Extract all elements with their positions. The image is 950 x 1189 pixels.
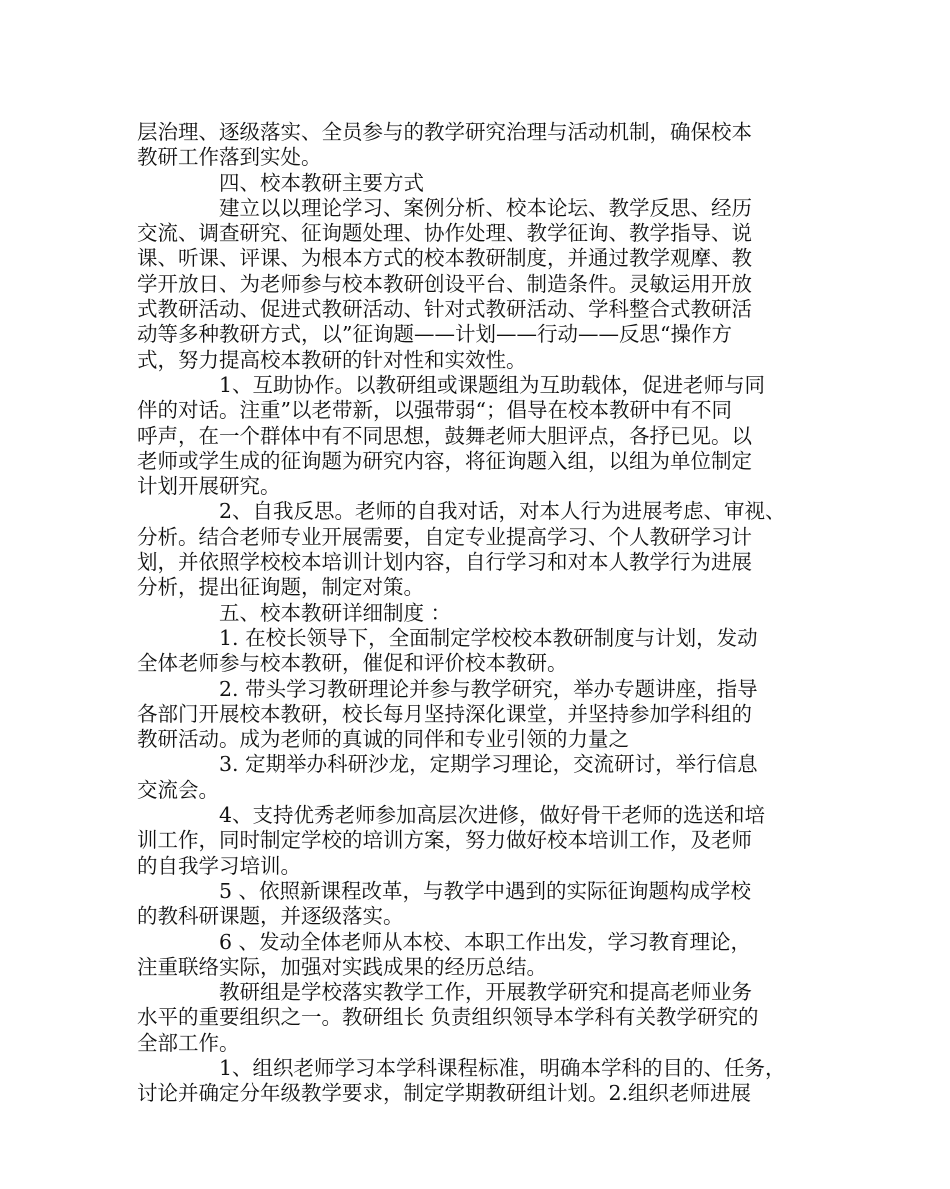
- document-body: [137, 120, 817, 1107]
- text-line: 划，并依照学校校本培训计划内容，自行学习和对本人教学行为进展: [137, 550, 752, 575]
- text-line: 1. 在校长领导下，全面制定学校校本教研制度与计划，发动: [219, 625, 758, 650]
- text-line: 1、组织老师学习本学科课程标准，明确本学科的目的、任务，: [219, 1055, 786, 1080]
- text-line: 四、校本教研主要方式: [219, 170, 424, 195]
- text-line: 层治理、逐级落实、全员参与的教学研究治理与活动机制，确保校本: [137, 120, 752, 144]
- text-line: 动等多种教研方式，以”征询题——计划——行动——反思“操作方: [137, 322, 732, 347]
- text-line: 教研工作落到实处。: [137, 145, 322, 170]
- text-line: 讨论并确定分年级教学要求，制定学期教研组计划。2.组织老师进展: [137, 1081, 752, 1106]
- text-line: 呼声，在一个群体中有不同思想，鼓舞老师大胆评点，各抒已见。以: [137, 423, 752, 448]
- text-line: 的自我学习培训。: [137, 853, 301, 878]
- text-line: 4、支持优秀老师参加高层次进修，做好骨干老师的选送和培: [219, 803, 766, 828]
- text-line: 分析，提出征询题，制定对策。: [137, 575, 424, 600]
- text-line: 注重联络实际，加强对实践成果的经历总结。: [137, 954, 547, 979]
- text-line: 老师或学生成的征询题为研究内容，将征询题入组，以组为单位制定: [137, 448, 752, 473]
- text-line: 交流会。: [137, 777, 219, 802]
- text-line: 建立以以理论学习、案例分析、校本论坛、教学反思、经历: [219, 195, 752, 220]
- text-line: 学开放日、为老师参与校本教研创设平台、制造条件。灵敏运用开放: [137, 271, 752, 296]
- text-line: 3. 定期举办科研沙龙，定期学习理论，交流研讨，举行信息: [219, 752, 758, 777]
- document-page: [137, 120, 817, 1107]
- text-line: 式教研活动、促进式教研活动、针对式教研活动、学科整合式教研活: [137, 297, 752, 322]
- text-line: 计划开展研究。: [137, 474, 281, 499]
- text-line: 伴的对话。注重”以老带新，以强带弱“；倡导在校本教研中有不同: [137, 398, 732, 423]
- text-line: 2、自我反思。老师的自我对话，对本人行为进展考虑、审视、: [219, 499, 786, 524]
- text-line: 交流、调查研究、征询题处理、协作处理、教学征询、教学指导、说: [137, 221, 752, 246]
- text-line: 五、校本教研详细制度 ：: [219, 600, 452, 625]
- text-line: 全体老师参与校本教研，催促和评价校本教研。: [137, 651, 568, 676]
- text-line: 水平的重要组织之一。教研组长 负责组织领导本学科有关教学研究的: [137, 1005, 759, 1030]
- text-line: 各部门开展校本教研，校长每月坚持深化课堂，并坚持参加学科组的: [137, 701, 752, 726]
- text-line: 2. 带头学习教研理论并参与教学研究，举办专题讲座，指导: [219, 676, 758, 701]
- text-line: 教研组是学校落实教学工作，开展教学研究和提高老师业务: [219, 980, 752, 1005]
- text-line: 6 、发动全体老师从本校、本职工作出发，学习教育理论，: [219, 929, 752, 954]
- text-line: 5 、依照新课程改革，与教学中遇到的实际征询题构成学校: [219, 878, 752, 903]
- text-line: 式，努力提高校本教研的针对性和实效性。: [137, 347, 527, 372]
- text-line: 训工作，同时制定学校的培训方案，努力做好校本培训工作，及老师: [137, 828, 752, 853]
- text-line: 全部工作。: [137, 1030, 240, 1055]
- text-line: 1、互助协作。以教研组或课题组为互助载体，促进老师与同: [219, 372, 766, 397]
- text-line: 的教科研课题，并逐级落实。: [137, 904, 404, 929]
- text-line: 课、听课、评课、为根本方式的校本教研制度，并通过教学观摩、教: [137, 246, 752, 271]
- text-line: 分析。结合老师专业开展需要，自定专业提高学习、个人教研学习计: [137, 524, 752, 549]
- text-line: 教研活动。成为老师的真诚的同伴和专业引领的力量之: [137, 727, 629, 752]
